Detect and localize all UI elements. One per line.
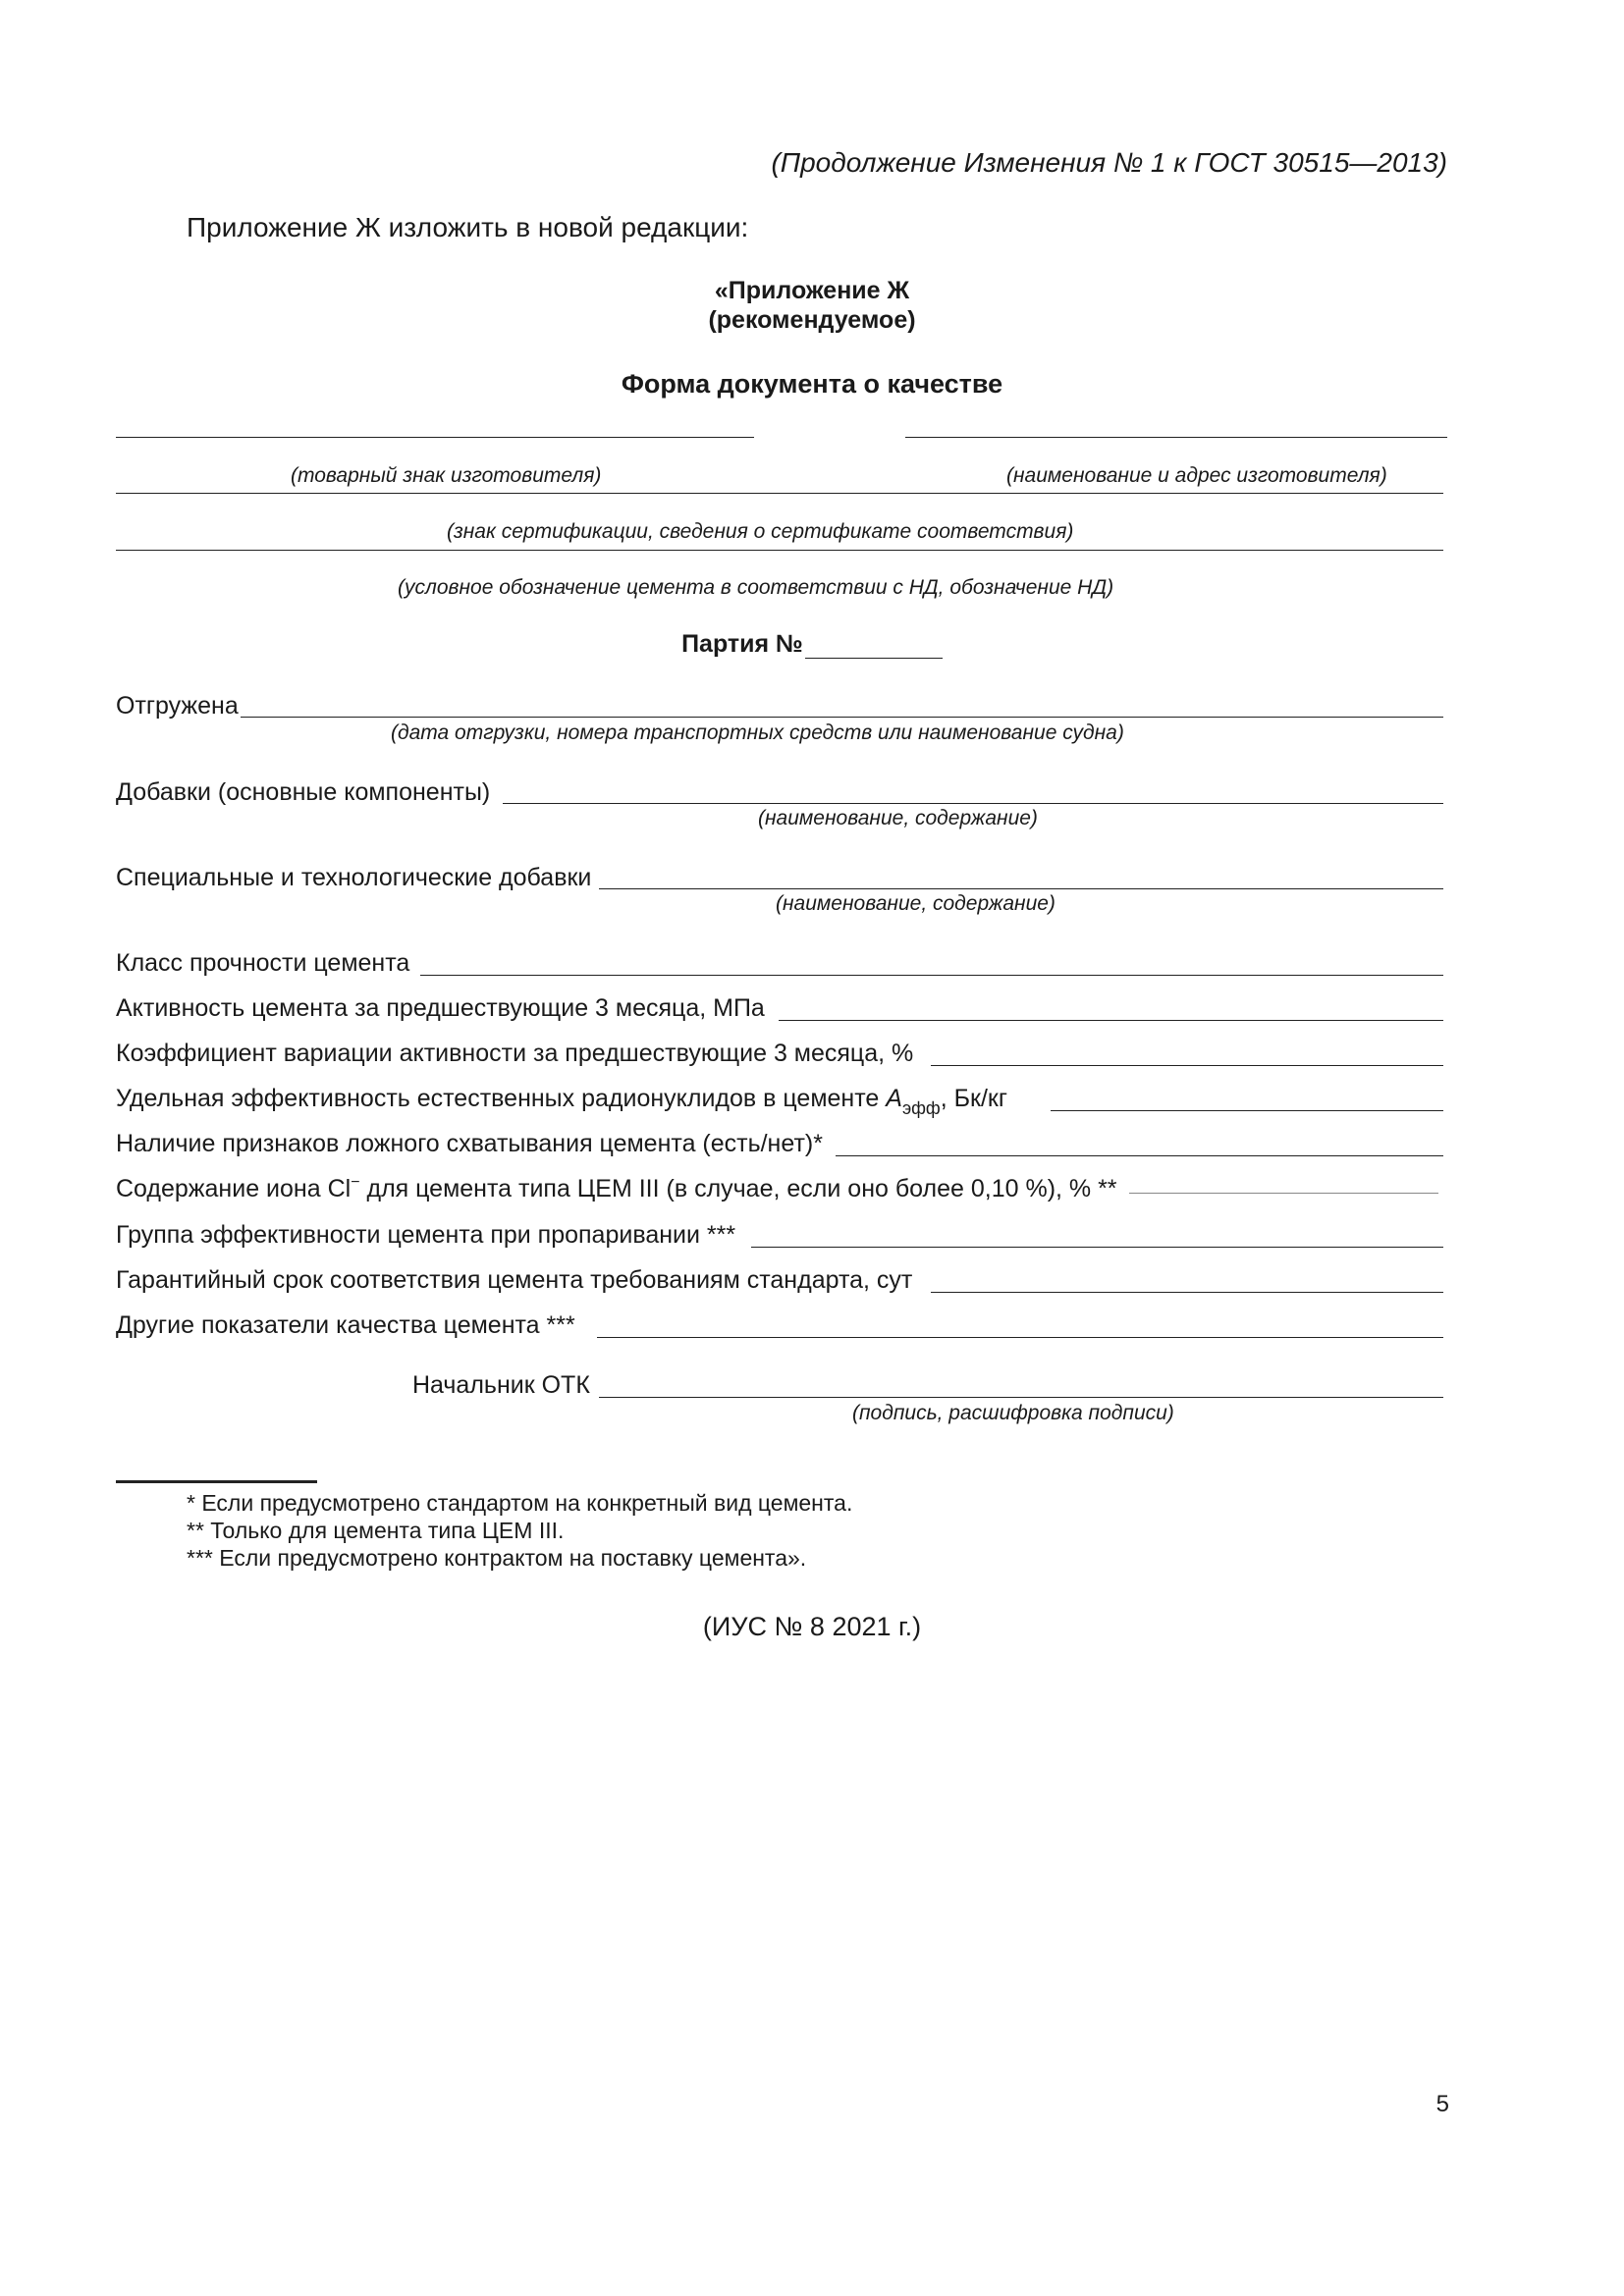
variation-label: Коэффициент вариации активности за предшествующие 3 месяца, % xyxy=(116,1040,914,1067)
additives-label: Добавки (основные компоненты) xyxy=(116,778,491,806)
footnote-separator xyxy=(116,1480,317,1483)
chloride-text-rest: для цемента типа ЦЕМ III (в случае, если оно более 0,10 %), % ** xyxy=(359,1175,1117,1202)
other-indicators-label: Другие показатели качества цемента *** xyxy=(116,1311,575,1339)
special-additives-line xyxy=(599,888,1443,889)
signature-caption: (подпись, расшифровка подписи) xyxy=(852,1402,1174,1424)
party-number-blank xyxy=(805,634,943,659)
designation-caption: (условное обозначение цемента в соответствии с НД, обозначение НД) xyxy=(398,576,1114,599)
shipped-line xyxy=(241,717,1443,718)
radionuclide-text: Удельная эффективность естественных радионуклидов в цементе xyxy=(116,1085,887,1112)
chloride-line xyxy=(1129,1193,1438,1194)
activity-line xyxy=(779,1020,1443,1021)
intro-text: Приложение Ж изложить в новой редакции: xyxy=(187,212,749,242)
otk-head-label: Начальник ОТК xyxy=(412,1371,590,1399)
certification-caption: (знак сертификации, сведения о сертификате соответствия) xyxy=(447,520,1074,543)
designation-line xyxy=(116,550,1443,551)
footnote-1: * Если предусмотрено стандартом на конкретный вид цемента. xyxy=(187,1490,853,1516)
warranty-label: Гарантийный срок соответствия цемента требованиям стандарта, сут xyxy=(116,1266,913,1294)
party-label xyxy=(0,630,1624,659)
ius-reference: (ИУС № 8 2021 г.) xyxy=(702,1612,922,1641)
shipment-caption: (дата отгрузки, номера транспортных средств или наименование судна) xyxy=(391,721,1124,744)
radionuclide-label xyxy=(116,1085,1007,1118)
warranty-line xyxy=(931,1292,1443,1293)
manufacturer-caption: (наименование и адрес изготовителя) xyxy=(1006,464,1387,487)
certification-line xyxy=(116,493,1443,494)
steaming-label: Группа эффективности цемента при пропаривании *** xyxy=(116,1221,736,1249)
strength-class-line xyxy=(420,975,1443,976)
strength-class-label: Класс прочности цемента xyxy=(116,949,410,977)
chloride-label xyxy=(116,1175,1117,1203)
radionuclide-line xyxy=(1051,1110,1443,1111)
manufacturer-line xyxy=(905,437,1447,438)
radionuclide-unit: , Бк/кг xyxy=(940,1085,1007,1112)
continuation-note: (Продолжение Изменения № 1 к ГОСТ 30515—2013) xyxy=(771,147,1447,178)
chloride-text: Содержание иона Cl xyxy=(116,1175,352,1202)
otk-signature-line xyxy=(599,1397,1443,1398)
variation-line xyxy=(931,1065,1443,1066)
form-title: Форма документа о качестве xyxy=(621,369,1003,399)
additives-line xyxy=(503,803,1443,804)
additives-caption: (наименование, содержание) xyxy=(758,807,1038,829)
radionuclide-symbol: A xyxy=(886,1085,902,1112)
chloride-superscript: − xyxy=(351,1174,360,1191)
footnote-2: ** Только для цемента типа ЦЕМ III. xyxy=(187,1518,565,1543)
appendix-title: «Приложение Ж xyxy=(714,277,910,304)
shipped-label: Отгружена xyxy=(116,692,239,720)
trademark-line xyxy=(116,437,754,438)
steaming-line xyxy=(751,1247,1443,1248)
special-additives-label: Специальные и технологические добавки xyxy=(116,864,592,891)
trademark-caption: (товарный знак изготовителя) xyxy=(291,464,602,487)
page-number: 5 xyxy=(1435,2091,1449,2117)
radionuclide-subscript: эфф xyxy=(901,1098,941,1118)
footnote-3: *** Если предусмотрено контрактом на поставку цемента». xyxy=(187,1545,807,1571)
activity-label: Активность цемента за предшествующие 3 месяца, МПа xyxy=(116,994,765,1022)
false-set-label: Наличие признаков ложного схватывания цемента (есть/нет)* xyxy=(116,1130,823,1157)
special-additives-caption: (наименование, содержание) xyxy=(776,892,1056,915)
other-indicators-line xyxy=(597,1337,1443,1338)
false-set-line xyxy=(836,1155,1443,1156)
party-text: Партия № xyxy=(681,630,803,658)
appendix-subtitle: (рекомендуемое) xyxy=(708,306,916,334)
